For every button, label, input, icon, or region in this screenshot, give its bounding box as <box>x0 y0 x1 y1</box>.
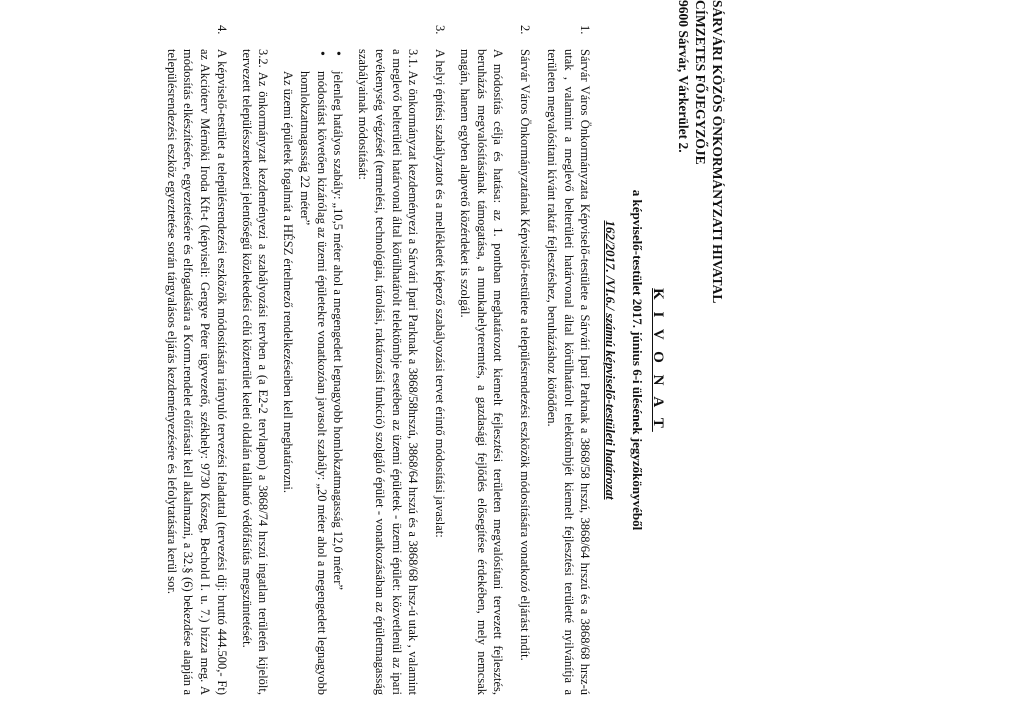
section-number: 4. <box>214 25 229 35</box>
resolution-reference: 162/2017. /VI.6./ számú képviselő-testületi határozat <box>602 220 618 500</box>
section-number: 2. <box>518 25 533 35</box>
section-4 <box>163 25 230 695</box>
bullet-current-rule <box>330 49 347 695</box>
bullet-proposed-rule <box>279 49 329 695</box>
office-header <box>674 0 725 695</box>
bullet-text: • jelenleg hatályos szabály: „10,5 méter ahol a megengedett legnagyobb homlokzatmagasság 12,0 méter” <box>331 71 346 590</box>
document-title: K I V O N A T <box>650 288 667 432</box>
section-3 <box>431 25 448 695</box>
bullet-text: • módosítást követően kizárólag az üzemi épületekre vonatkozóan javasolt szabály: „20 méter ahol a megengedett legnagyobb homlokzatmagasság 22 méter” <box>297 71 329 695</box>
rule-bullet-list <box>279 49 346 695</box>
purpose-paragraph: A módosítás célja és hatása: az 1. pontban meghatározott kiemelt fejlesztési területen megvalósítani tervezett fejlesztés, beruházás megvalósításának támogatása, a munkahelyteremtés, a gazdasági fejlődés elősegítése érdekében, mely nemcsak magán, hanem egyben alapvető közérdeket is szolgál. <box>457 49 506 695</box>
section-text: Sárvár Város Önkormányzata Képviselő-testülete a Sárvári Ipari Parknak a 3868/58 hrszú, 3868/64 hrszú és a 3868/68 hrsz-ú utak , valamint a meglevő belterületi határvonal által körülhatárolt telektömbjét kiemelt fejlesztési területté nyilvánítja a területen megvalósítani kívánt raktár fejlesztéshez, beruházáshoz kötődően. <box>544 49 593 695</box>
section-number: 3. <box>433 25 448 35</box>
subsection-3-2: 3.2. Az önkormányzat kezdeményezi a szabályozási tervben a (a E2-2 tervlapon) a 3868/74 hrszú ingatlan területén kijelölt, tervezett településszerkezeti jelentőségű közlekedési célú közterület keleti oldalán található védőfásítás megszüntetését. <box>239 49 271 695</box>
document-subtitle: a képviselő-testület 2017. június 6-i ülésének jegyzőkönyvéből <box>630 189 646 531</box>
header-line-address: 9600 Sárvár, Várkerület 2. <box>676 0 692 153</box>
section-text: Sárvár Város Önkormányzatának Képviselő-testülete a településrendezési eszközök módosítására vonatkozó eljárást indít. <box>518 49 533 661</box>
subsection-3-1: 3.1. Az önkormányzat kezdeményezi a Sárvári Ipari Parknak a 3868/58hrszú, 3868/64 hrszú és a 3868/68 hrsz-ú utak , valamint a meglevő belterületi határvonal által körülhatárolt telektömbje esetében az üzemi épületek - üzemi épület: közvetlenül az ipari tevékenység végzését (termelési, technológiai, tárolási, raktározási funkció) szolgáló épület - vonatkozásában az épületmagasság szabályainak módosítását: <box>356 49 421 695</box>
section-number: 1. <box>578 25 593 35</box>
header-line-role: CÍMZETES FŐJEGYZŐJE <box>693 0 709 165</box>
section-text: A képviselő-testület a településrendezési eszközök módosítására irányuló tervezési feladattal (tervezési díj: bruttó 444.500,- Ft) az Akcióterv Mérnöki Iroda Kft-t (képviseli: Gergye Péter ügyvezető, székhely: 9730 Kőszeg, Bechold I. u. 7.) bízza meg. A módosítás elkészítésére, egyeztetésére és elfogadására a Korm.rendelet előírásait kell alkalmazni, a 32.§ (6) bekezdése alapján a településrendezési eszköz egyeztetése során tárgyalásos eljárás kezdeményezésére és lefolytatására kerül sor. <box>164 49 229 695</box>
section-text: A helyi építési szabályzatot és a mellékletét képező szabályozási tervet érintő módosítási javaslat: <box>433 49 448 538</box>
bullet-note: Az üzemi épületek fogalmát a HÉSZ értelmező rendelkezéseiben kell meghatározni. <box>281 71 296 494</box>
header-line-office: SÁRVÁRI KÖZÖS ÖNKORMÁNYZATI HIVATAL <box>710 0 725 304</box>
section-1 <box>543 25 593 695</box>
section-2 <box>516 25 533 695</box>
